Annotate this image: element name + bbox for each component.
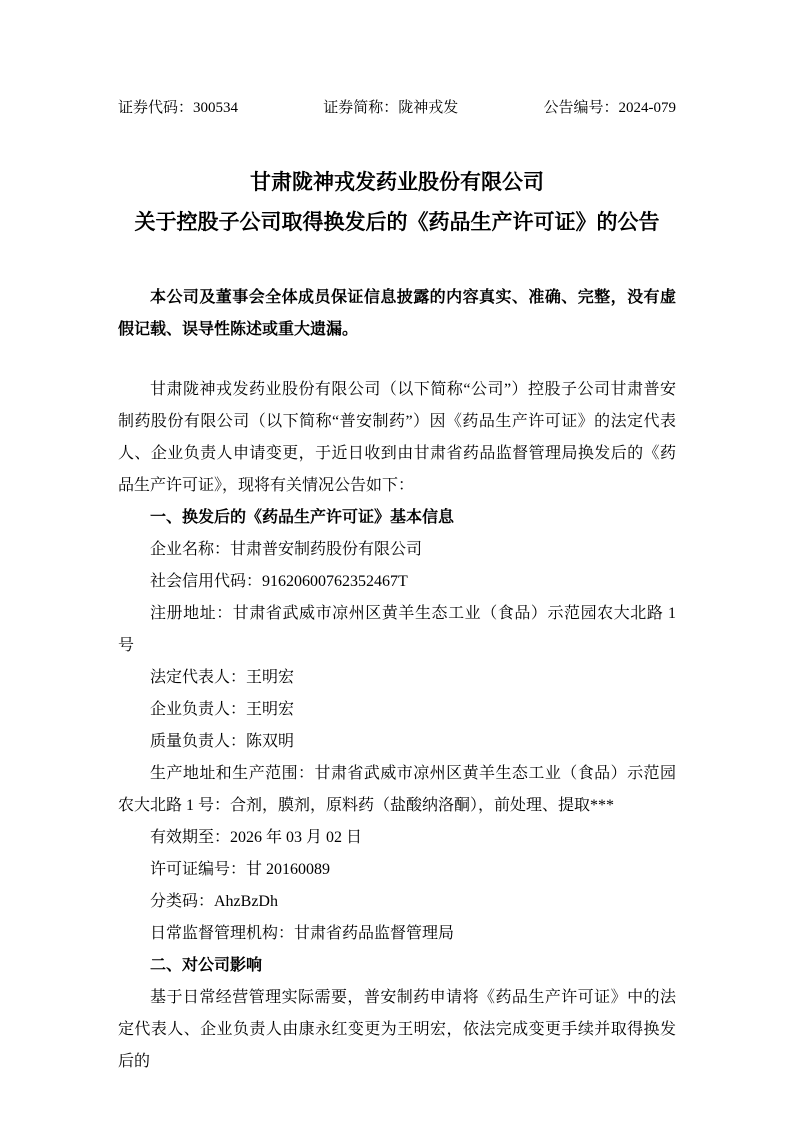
section-1-heading: 一、换发后的《药品生产许可证》基本信息 [150, 509, 455, 526]
item-quality-principal: 质量负责人：陈双明 [150, 733, 295, 750]
disclaimer-statement: 本公司及董事会全体成员保证信息披露的内容真实、准确、完整，没有虚假记载、误导性陈述或重大遗漏。 [118, 289, 676, 338]
document-body [118, 282, 676, 1078]
item-enterprise-principal: 企业负责人：王明宏 [150, 701, 295, 718]
item-production-address-scope: 生产地址和生产范围：甘肃省武威市凉州区黄羊生态工业（食品）示范园农大北路 1 号：合剂，膜剂，原料药（盐酸纳洛酮），前处理、提取*** [118, 765, 676, 814]
stock-code: 证券代码：300534 [118, 100, 239, 116]
item-company-name: 企业名称：甘肃普安制药股份有限公司 [150, 541, 423, 558]
section-2-heading: 二、对公司影响 [150, 957, 263, 974]
stock-short-name: 证券简称：陇神戎发 [323, 100, 459, 116]
item-credit-code: 社会信用代码：91620600762352467T [150, 573, 408, 590]
item-registered-address: 注册地址：甘肃省武威市凉州区黄羊生态工业（食品）示范园农大北路 1 号 [118, 605, 676, 654]
item-valid-until: 有效期至：2026 年 03 月 02 日 [150, 829, 363, 846]
paragraph-spacer [118, 346, 676, 374]
item-license-number: 许可证编号：甘 20160089 [150, 861, 331, 878]
item-supervision-authority: 日常监督管理机构：甘肃省药品监督管理局 [150, 925, 455, 942]
document-header [118, 98, 676, 118]
item-classification-code: 分类码：AhzBzDh [150, 893, 278, 910]
announcement-title: 关于控股子公司取得换发后的《药品生产许可证》的公告 [134, 210, 660, 234]
impact-paragraph: 基于日常经营管理实际需要，普安制药申请将《药品生产许可证》中的法定代表人、企业负责人由康永红变更为王明宏，依法完成变更手续并取得换发后的 [118, 989, 676, 1070]
company-name-title: 甘肃陇神戎发药业股份有限公司 [250, 170, 544, 194]
intro-paragraph: 甘肃陇神戎发药业股份有限公司（以下简称“公司”）控股子公司甘肃普安制药股份有限公司（以下简称“普安制药”）因《药品生产许可证》的法定代表人、企业负责人申请变更，于近日收到由甘肃省药品监督管理局换发后的《药品生产许可证》，现将有关情况公告如下： [118, 381, 676, 494]
item-legal-representative: 法定代表人：王明宏 [150, 669, 295, 686]
announcement-number: 公告编号：2024-079 [543, 100, 676, 116]
